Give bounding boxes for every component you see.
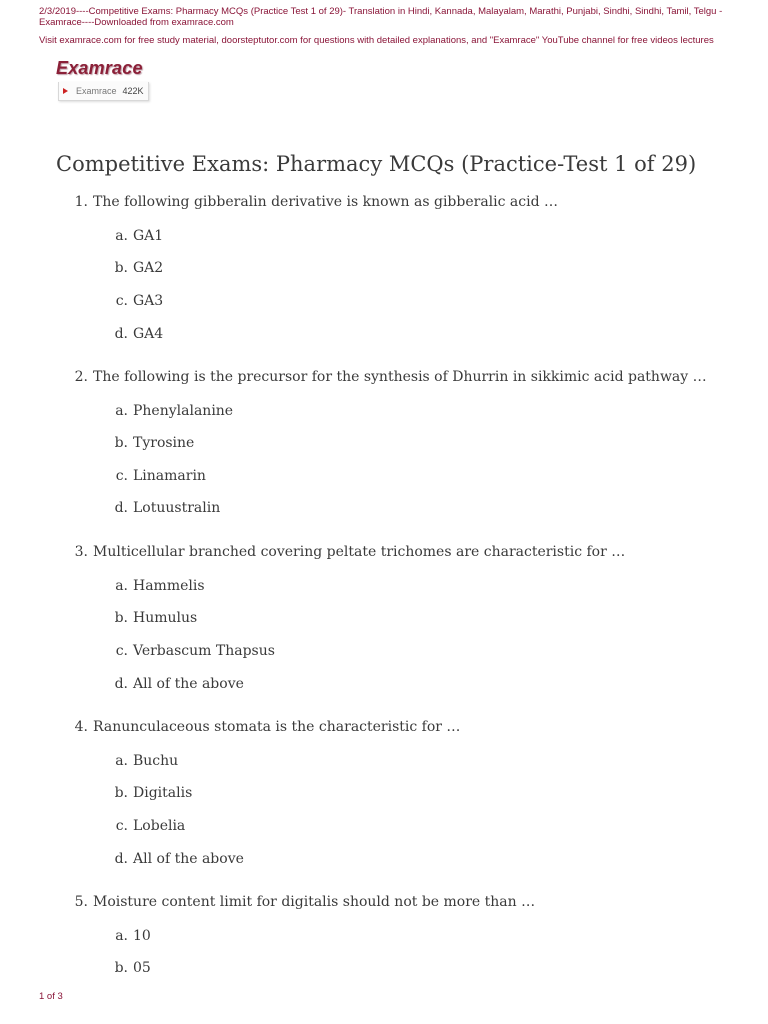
option xyxy=(112,228,163,244)
option-text: Hammelis xyxy=(133,578,205,594)
page-indicator: 1 of 3 xyxy=(39,991,63,1002)
option-key: c. xyxy=(115,293,128,309)
option-text: GA2 xyxy=(133,260,164,276)
question xyxy=(72,194,558,210)
examrace-logo[interactable]: Examrace xyxy=(56,58,143,78)
option-text: 10 xyxy=(133,928,151,944)
option-key: d. xyxy=(114,851,128,867)
option xyxy=(112,260,163,276)
option-text: All of the above xyxy=(133,851,244,867)
option xyxy=(112,326,163,342)
option xyxy=(112,753,178,769)
question xyxy=(72,544,625,560)
option-key: b. xyxy=(114,785,128,801)
option xyxy=(112,610,197,626)
youtube-subscribe-widget[interactable] xyxy=(58,82,149,101)
option-text: Linamarin xyxy=(133,468,206,484)
option xyxy=(112,928,151,944)
option xyxy=(112,960,151,976)
option xyxy=(112,818,185,834)
question xyxy=(72,719,460,735)
option xyxy=(112,785,192,801)
option-key: b. xyxy=(114,260,128,276)
option-text: All of the above xyxy=(133,676,244,692)
option-text: Digitalis xyxy=(133,785,193,801)
option xyxy=(112,403,233,419)
option xyxy=(112,643,275,659)
header-promo-line[interactable]: Visit examrace.com for free study material, doorsteptutor.com for questions with detailed explanations, and "Examrace" YouTube channel for free videos lectures xyxy=(39,35,714,46)
question-number: 3. xyxy=(74,544,88,560)
download-header xyxy=(39,7,739,47)
option xyxy=(112,293,163,309)
option-key: c. xyxy=(115,643,128,659)
option xyxy=(112,435,194,451)
question-text: Moisture content limit for digitalis should not be more than … xyxy=(93,894,536,910)
question-number: 4. xyxy=(74,719,88,735)
option-text: Phenylalanine xyxy=(133,403,234,419)
option-key: a. xyxy=(115,578,128,594)
header-title-line: 2/3/2019----Competitive Exams: Pharmacy MCQs (Practice Test 1 of 29)- Translation in Hindi, Kannada, Malayalam, Marathi, Punjabi, Sindhi, Sindhi, Tamil, Telgu - Examrace----Downloaded from examrace.com xyxy=(39,6,723,28)
option-key: b. xyxy=(114,960,128,976)
youtube-channel-name[interactable]: Examrace xyxy=(76,86,117,96)
option-text: Verbascum Thapsus xyxy=(133,643,275,659)
question-number: 2. xyxy=(74,369,88,385)
option-key: c. xyxy=(115,468,128,484)
question-number: 5. xyxy=(74,894,88,910)
option-text: Buchu xyxy=(133,753,179,769)
option xyxy=(112,578,205,594)
option-text: Lobelia xyxy=(133,818,186,834)
option-text: Humulus xyxy=(133,610,198,626)
option-key: a. xyxy=(115,228,128,244)
question-text: The following is the precursor for the synthesis of Dhurrin in sikkimic acid pathway … xyxy=(93,369,707,385)
option-text: GA3 xyxy=(133,293,164,309)
option-key: b. xyxy=(114,435,128,451)
option-key: a. xyxy=(115,928,128,944)
question xyxy=(72,894,535,910)
question-text: Multicellular branched covering peltate trichomes are characteristic for … xyxy=(93,544,626,560)
option xyxy=(112,851,244,867)
option-key: b. xyxy=(114,610,128,626)
option-text: GA1 xyxy=(133,228,164,244)
option-text: Tyrosine xyxy=(133,435,195,451)
option-key: d. xyxy=(114,500,128,516)
option-key: c. xyxy=(115,818,128,834)
question-text: The following gibberalin derivative is known as gibberalic acid … xyxy=(93,194,558,210)
option-text: GA4 xyxy=(133,326,164,342)
question-number: 1. xyxy=(74,194,88,210)
option-key: a. xyxy=(115,753,128,769)
question-text: Ranunculaceous stomata is the characteristic for … xyxy=(93,719,461,735)
option xyxy=(112,676,244,692)
option xyxy=(112,500,220,516)
question xyxy=(72,369,707,385)
logo-block xyxy=(56,58,149,101)
subscriber-count: 422K xyxy=(122,86,144,96)
option xyxy=(112,468,206,484)
option-key: a. xyxy=(115,403,128,419)
option-key: d. xyxy=(114,676,128,692)
page-title: Competitive Exams: Pharmacy MCQs (Practice-Test 1 of 29) xyxy=(56,152,697,176)
option-key: d. xyxy=(114,326,128,342)
option-text: Lotuustralin xyxy=(133,500,221,516)
youtube-play-icon xyxy=(63,88,68,94)
option-text: 05 xyxy=(133,960,151,976)
